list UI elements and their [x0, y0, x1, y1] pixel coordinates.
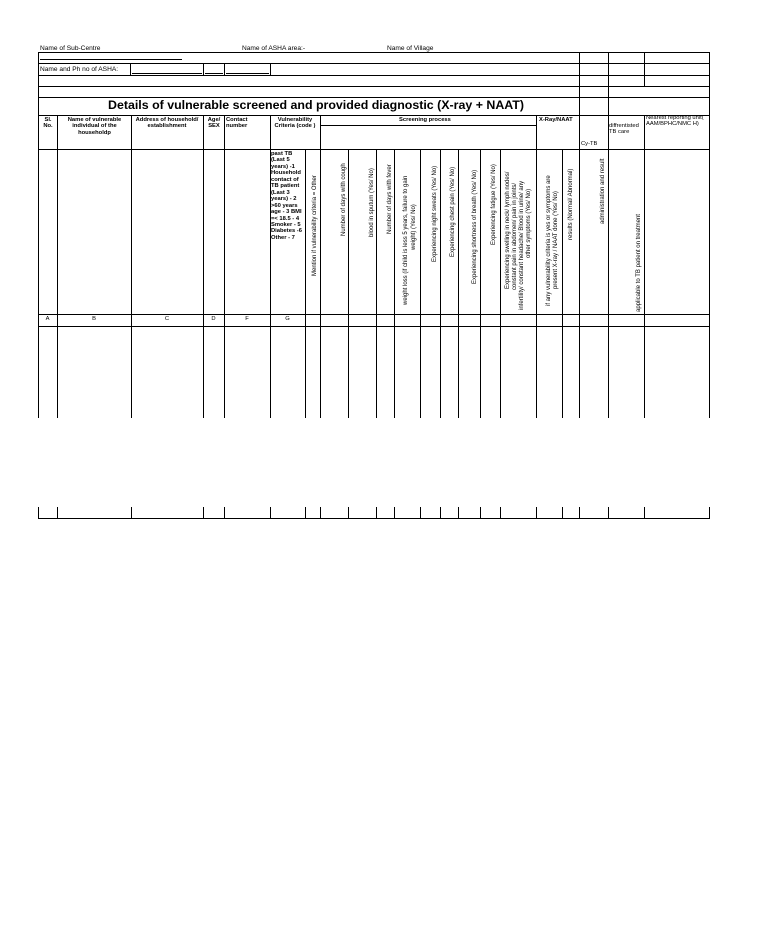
rule — [130, 63, 131, 75]
header-days-cough: Number of days with cough — [341, 163, 347, 236]
rule — [500, 149, 501, 418]
rule — [38, 97, 39, 418]
rule — [376, 149, 377, 418]
rule — [348, 507, 349, 518]
asha-name-underline — [132, 73, 202, 74]
rule — [420, 507, 421, 518]
header-xray-done-1: if any vulnerability criteria is yes or symptoms are — [546, 175, 552, 306]
group-header-nearest-unit: Nearest reporting unit( AAM/BPHC/NMC H) — [646, 115, 704, 128]
rule — [608, 115, 609, 418]
rule — [305, 149, 306, 418]
header-swelling-3: infertility/ constant headache/ Blood in urine/ any — [519, 180, 525, 310]
rule — [224, 507, 225, 518]
rule — [38, 86, 710, 87]
rule — [38, 314, 710, 315]
rule — [38, 326, 710, 327]
rule — [536, 507, 537, 518]
rule — [579, 115, 580, 418]
header-swelling-2: constant pain in abdomen/ pain in joints/ — [512, 182, 518, 290]
col-header-sl-no: Sl. No. — [43, 117, 53, 130]
rule — [440, 507, 441, 518]
header-fatigue: Experiencing fatigue (Yes/ No) — [491, 164, 497, 245]
rule — [305, 507, 306, 518]
group-header-diff-tb-care: diffrentisted TB care — [609, 123, 639, 136]
header-night-sweats: Experiencing night sweats (Yes/ No) — [432, 165, 438, 262]
header-shortness-breath: Experiencing shortness of breath (Yes/ No) — [472, 169, 478, 284]
rule — [394, 507, 395, 518]
header-swelling-1: Experiencing swelling in neck/ lymph nodes/ — [505, 171, 511, 289]
rule — [608, 507, 609, 518]
rule — [320, 507, 321, 518]
rule — [709, 52, 710, 97]
col-letter-b: B — [92, 316, 96, 322]
page-title: Details of vulnerable screened and provided diagnostic (X-ray + NAAT) — [108, 98, 524, 112]
rule — [579, 507, 580, 518]
rule — [394, 149, 395, 418]
col-header-age-sex: Age/ SEX — [207, 117, 221, 130]
rule — [131, 115, 132, 418]
group-header-xray-naat: X-Ray/NAAT — [539, 117, 573, 123]
header-days-fever: Number of days with fever — [387, 164, 393, 234]
rule — [224, 63, 225, 75]
col-header-address: Address of household/ establishment — [135, 117, 199, 130]
rule — [562, 507, 563, 518]
rule — [203, 63, 204, 75]
rule — [38, 507, 39, 518]
rule — [38, 149, 710, 150]
rule — [562, 149, 563, 418]
rule — [458, 149, 459, 418]
header-weight-loss-1: weight loss (if child is less 5 years, failure to gain — [403, 175, 409, 305]
rule — [500, 507, 501, 518]
header-mention-other: Mention if vulnerability criteria = Other — [312, 175, 318, 276]
village-label: Name of Village — [387, 45, 434, 52]
rule — [38, 75, 710, 76]
rule — [644, 115, 645, 418]
asha-area-label: Name of ASHA area:- — [242, 45, 306, 52]
group-header-cy-tb: Cy-TB — [581, 141, 598, 147]
header-on-treatment: applicable to TB patient on treatment — [636, 214, 642, 312]
sub-centre-underline — [40, 59, 182, 60]
rule — [38, 52, 710, 53]
rule — [644, 52, 645, 86]
col-letter-g: G — [285, 316, 290, 322]
header-chest-pain: Experiencing chest pain (Yes/ No) — [450, 166, 456, 257]
header-xray-done-2: present X-ray / NAAT done (Yes/ No) — [553, 191, 559, 289]
rule — [579, 52, 580, 115]
rule — [320, 125, 536, 126]
rule — [57, 507, 58, 518]
rule — [270, 507, 271, 518]
rule — [320, 115, 321, 418]
rule — [376, 507, 377, 518]
rule — [536, 115, 537, 418]
rule — [270, 63, 271, 75]
asha-name-underline — [205, 73, 223, 74]
header-admin-result: administration and result — [600, 158, 606, 224]
vulnerability-codes: past TB (Last 5 years) -1 Household contact of TB patient (Last 3 years) - 2 >60 years age - 3 BMI =< 18.5 - 4 Smoker - 5 Diabetes -6 Other - 7 — [271, 151, 302, 241]
col-header-vulnerability: Vulnerability Criteria (code ) — [274, 117, 316, 130]
rule — [57, 115, 58, 418]
rule — [224, 115, 225, 418]
rule — [458, 507, 459, 518]
rule — [38, 115, 710, 116]
rule — [480, 149, 481, 418]
col-letter-c: C — [164, 316, 170, 322]
rule — [131, 507, 132, 518]
rule — [38, 63, 710, 64]
asha-name-underline — [226, 73, 269, 74]
rule — [203, 507, 204, 518]
header-results: results (Normal/ Abnormal) — [568, 168, 574, 240]
col-letter-a: A — [45, 316, 50, 322]
rule — [709, 97, 710, 418]
rule — [709, 507, 710, 518]
rule — [203, 115, 204, 418]
col-letter-f: F — [245, 316, 249, 322]
col-header-contact: Contact number — [226, 117, 248, 130]
col-header-name: Name of vulnerable individual of the householdp — [67, 117, 122, 136]
header-weight-loss-2: weight) (Yes/ No) — [411, 204, 417, 250]
rule — [608, 52, 609, 115]
header-blood-sputum: blood in sputum (Yes/ No) — [369, 168, 375, 237]
rule — [38, 518, 710, 519]
rule — [348, 149, 349, 418]
rule — [420, 149, 421, 418]
rule — [38, 52, 39, 97]
header-swelling-4: other symptoms (Yes/ No) — [526, 188, 532, 258]
sub-centre-label: Name of Sub-Centre — [40, 45, 101, 52]
group-header-screening: Screening process — [399, 117, 451, 123]
rule — [480, 507, 481, 518]
col-letter-d: D — [211, 316, 216, 322]
rule — [644, 507, 645, 518]
rule — [440, 149, 441, 418]
asha-name-label: Name and Ph no of ASHA: — [40, 66, 119, 73]
